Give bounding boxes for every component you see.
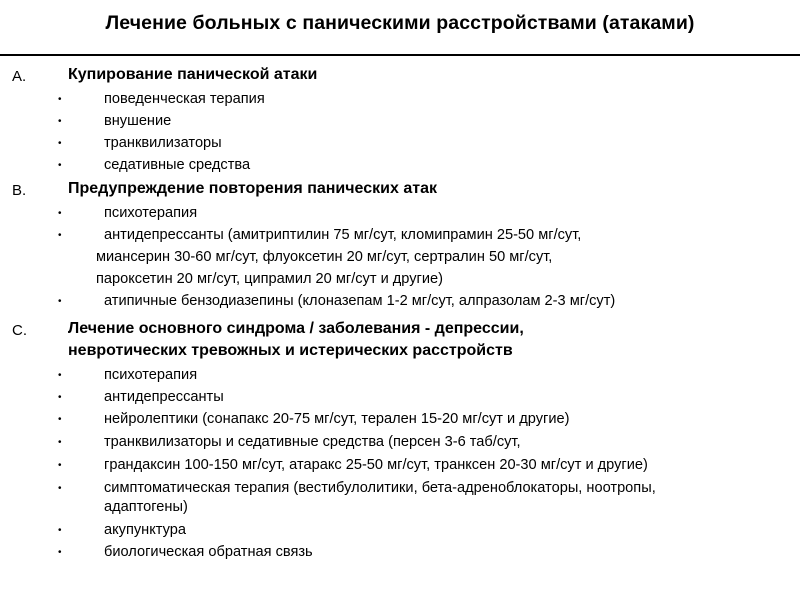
bullet-icon: •: [58, 160, 62, 171]
bullet-icon: •: [58, 208, 62, 219]
section-a-heading: Купирование панической атаки: [68, 66, 318, 83]
bullet-icon: •: [58, 392, 62, 403]
bullet-icon: •: [58, 296, 62, 307]
list-item: антидепрессанты (амитриптилин 75 мг/сут, кломипрамин 25-50 мг/сут,: [104, 227, 582, 243]
section-c-heading-line2: невротических тревожных и истерических расстройств: [68, 342, 513, 359]
section-c-letter: C.: [12, 322, 27, 339]
list-item-continuation: пароксетин 20 мг/сут, ципрамил 20 мг/сут и другие): [96, 271, 443, 287]
section-b-letter: B.: [12, 182, 27, 199]
page-title: Лечение больных с паническими расстройствами (атаками): [105, 12, 695, 34]
list-item: симптоматическая терапия (вестибулолитики, бета-адреноблокаторы, ноотропы,: [104, 480, 656, 496]
bullet-icon: •: [58, 460, 62, 471]
section-c-heading-line1: Лечение основного синдрома / заболевания - депрессии,: [68, 320, 524, 337]
list-item: транквилизаторы: [104, 135, 222, 151]
bullet-icon: •: [58, 437, 62, 448]
bullet-icon: •: [58, 547, 62, 558]
bullet-icon: •: [58, 94, 62, 105]
bullet-icon: •: [58, 370, 62, 381]
bullet-icon: •: [58, 483, 62, 494]
bullet-icon: •: [58, 116, 62, 127]
list-item: нейролептики (сонапакс 20-75 мг/сут, терален 15-20 мг/сут и другие): [104, 411, 570, 427]
list-item: атипичные бензодиазепины (клоназепам 1-2 мг/сут, алпразолам 2-3 мг/сут): [104, 293, 616, 309]
list-item: акупунктура: [104, 522, 186, 538]
bullet-icon: •: [58, 525, 62, 536]
list-item-continuation: миансерин 30-60 мг/сут, флуоксетин 20 мг/сут, сертралин 50 мг/сут,: [96, 249, 553, 265]
list-item: психотерапия: [104, 367, 198, 383]
list-item: психотерапия: [104, 205, 198, 221]
list-item: седативные средства: [104, 157, 251, 173]
list-item: транквилизаторы и седативные средства (персен 3-6 таб/сут,: [104, 434, 521, 450]
list-item: биологическая обратная связь: [104, 544, 313, 560]
list-item: поведенческая терапия: [104, 91, 265, 107]
bullet-icon: •: [58, 414, 62, 425]
list-item: грандаксин 100-150 мг/сут, атаракс 25-50 мг/сут, транксен 20-30 мг/сут и другие): [104, 457, 648, 473]
section-a-letter: A.: [12, 68, 27, 85]
section-b-heading: Предупреждение повторения панических атак: [68, 180, 437, 197]
list-item: антидепрессанты: [104, 389, 224, 405]
list-item-continuation: адаптогены): [104, 499, 188, 515]
list-item: внушение: [104, 113, 172, 129]
bullet-icon: •: [58, 230, 62, 241]
bullet-icon: •: [58, 138, 62, 149]
